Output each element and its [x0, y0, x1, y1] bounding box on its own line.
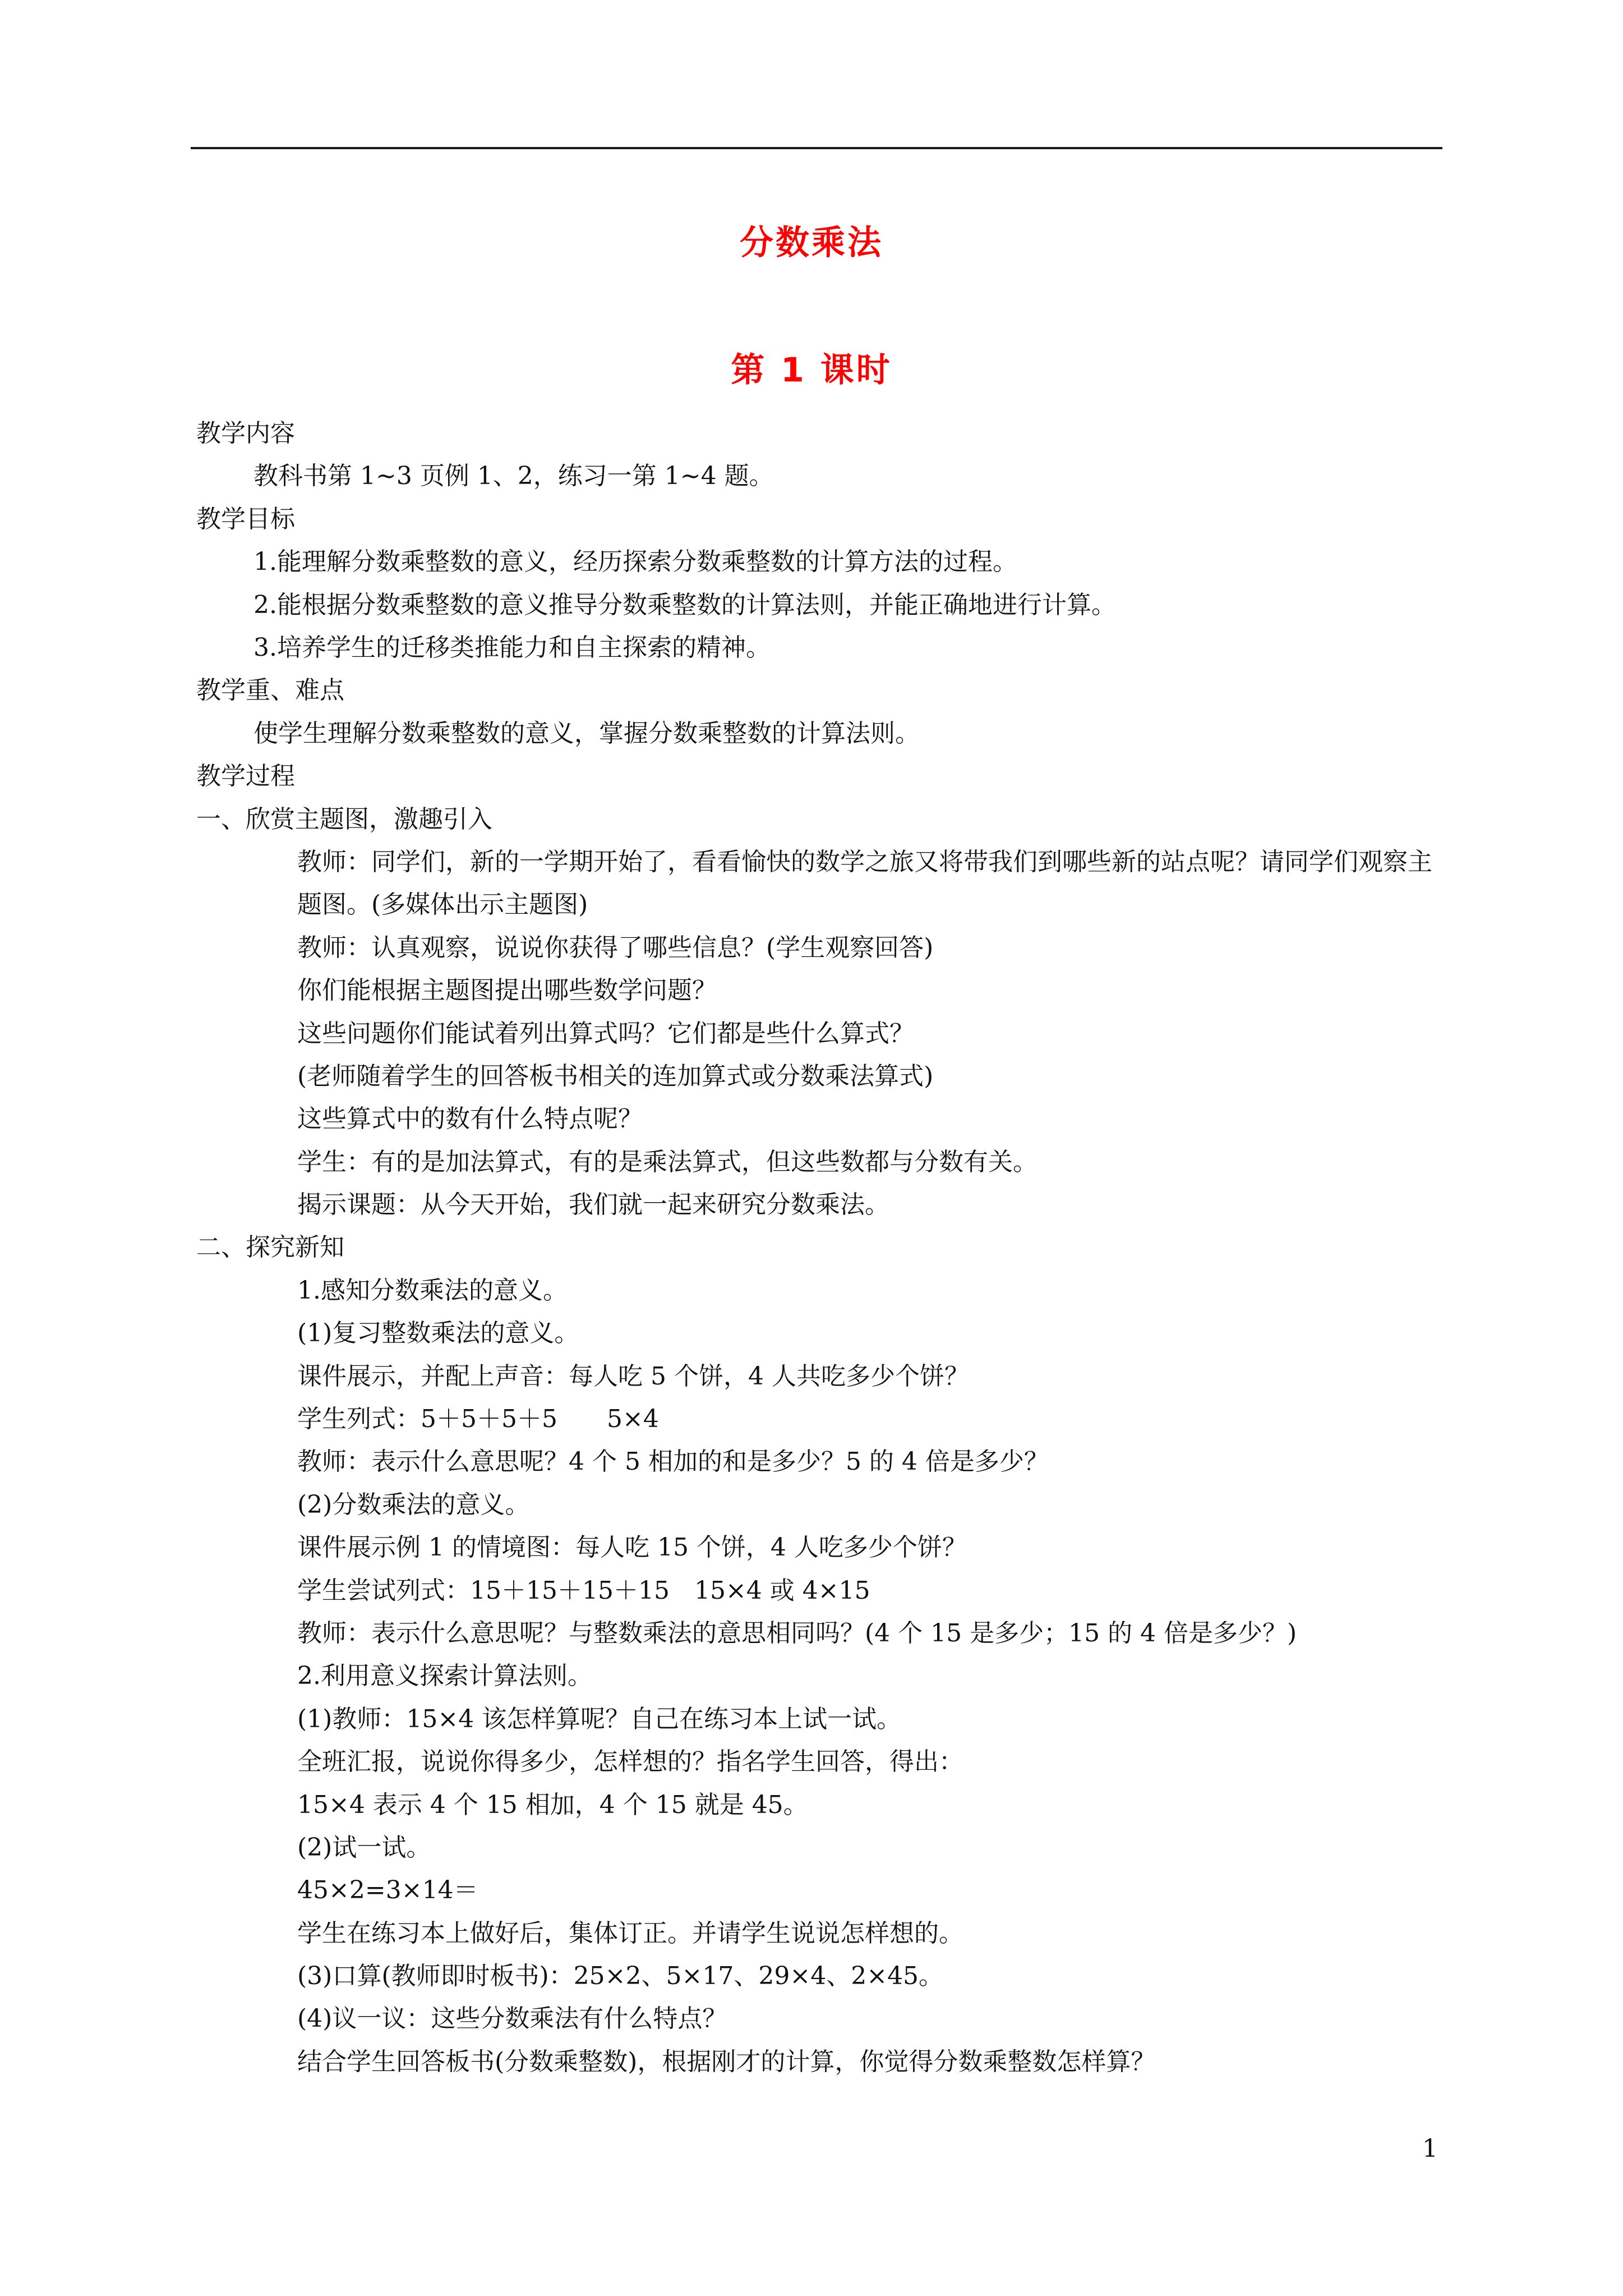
lesson-body — [196, 412, 1442, 2083]
paragraph-line: 2.利用意义探索计算法则。 — [297, 1662, 592, 1691]
paragraph-line: (1)教师：15×4 该怎样算呢？自己在练习本上试一试。 — [297, 1704, 902, 1733]
paragraph-line: 教科书第 1~3 页例 1、2，练习一第 1~4 题。 — [253, 462, 774, 491]
paragraph-line: 教师：表示什么意思呢？4 个 5 相加的和是多少？5 的 4 倍是多少？ — [297, 1447, 1049, 1476]
paragraph-line: 课件展示例 1 的情境图：每人吃 15 个饼，4 人吃多少个饼？ — [297, 1533, 967, 1562]
paragraph-line: 学生列式：5＋5＋5＋5 5×4 — [297, 1405, 659, 1434]
page-title: 分数乘法 — [740, 223, 883, 263]
section-heading: 教学过程 — [196, 762, 295, 791]
paragraph-line: 15×4 表示 4 个 15 相加，4 个 15 就是 45。 — [297, 1790, 808, 1819]
paragraph-line: 学生在练习本上做好后，集体订正。并请学生说说怎样想的。 — [297, 1918, 963, 1948]
lesson-subtitle: 第 1 课时 — [731, 351, 892, 390]
paragraph-line: 教师：同学们，新的一学期开始了，看看愉快的数学之旅又将带我们到哪些新的站点呢？请同学们观察主题图。(多媒体出示主题图) — [297, 847, 1432, 919]
paragraph-line: 学生尝试列式：15＋15＋15＋15 15×4 或 4×15 — [297, 1576, 870, 1605]
paragraph-line: 这些算式中的数有什么特点呢？ — [297, 1105, 643, 1134]
paragraph-line: 教师：表示什么意思呢？与整数乘法的意思相同吗？(4 个 15 是多少；15 的 4 倍是多少？) — [297, 1618, 1297, 1648]
paragraph-line: 3.培养学生的迁移类推能力和自主探索的精神。 — [253, 633, 771, 662]
paragraph-line: 你们能根据主题图提出哪些数学问题？ — [297, 976, 717, 1005]
section-heading: 教学内容 — [196, 419, 295, 448]
paragraph-line: 使学生理解分数乘整数的意义，掌握分数乘整数的计算法则。 — [253, 719, 920, 748]
section-heading: 教学重、难点 — [196, 676, 344, 705]
paragraph-line: 结合学生回答板书(分数乘整数)，根据刚才的计算，你觉得分数乘整数怎样算？ — [297, 2047, 1156, 2076]
paragraph-line: (4)议一议：这些分数乘法有什么特点？ — [297, 2004, 727, 2033]
paragraph-line: 学生：有的是加法算式，有的是乘法算式，但这些数都与分数有关。 — [297, 1147, 1038, 1176]
paragraph-line: (2)分数乘法的意义。 — [297, 1490, 530, 1519]
page-number: 1 — [1422, 2134, 1438, 2163]
paragraph-line: (3)口算(教师即时板书)：25×2、5×17、29×4、2×45。 — [297, 1962, 944, 1991]
paragraph-line: 45×2=3×14＝ — [297, 1876, 478, 1905]
section-heading: 二、探究新知 — [196, 1233, 344, 1262]
paragraph-line: (2)试一试。 — [297, 1833, 431, 1862]
paragraph-line: 这些问题你们能试着列出算式吗？它们都是些什么算式？ — [297, 1019, 914, 1048]
header-rule — [191, 147, 1442, 149]
paragraph-line: 课件展示，并配上声音：每人吃 5 个饼，4 人共吃多少个饼？ — [297, 1361, 969, 1391]
paragraph-line: 1.感知分数乘法的意义。 — [297, 1276, 568, 1305]
paragraph-line: 揭示课题：从今天开始，我们就一起来研究分数乘法。 — [297, 1190, 889, 1220]
paragraph-line: (1)复习整数乘法的意义。 — [297, 1319, 579, 1348]
paragraph-line: 教师：认真观察，说说你获得了哪些信息？(学生观察回答) — [297, 933, 934, 962]
paragraph-line: 全班汇报，说说你得多少，怎样想的？指名学生回答，得出： — [297, 1747, 963, 1777]
paragraph-line: 1.能理解分数乘整数的意义，经历探索分数乘整数的计算方法的过程。 — [253, 547, 1017, 577]
section-heading: 教学目标 — [196, 504, 295, 533]
section-heading: 一、欣赏主题图，激趣引入 — [196, 804, 492, 834]
paragraph-line: 2.能根据分数乘整数的意义推导分数乘整数的计算法则，并能正确地进行计算。 — [253, 590, 1116, 619]
paragraph-line: (老师随着学生的回答板书相关的连加算式或分数乘法算式) — [297, 1061, 934, 1091]
